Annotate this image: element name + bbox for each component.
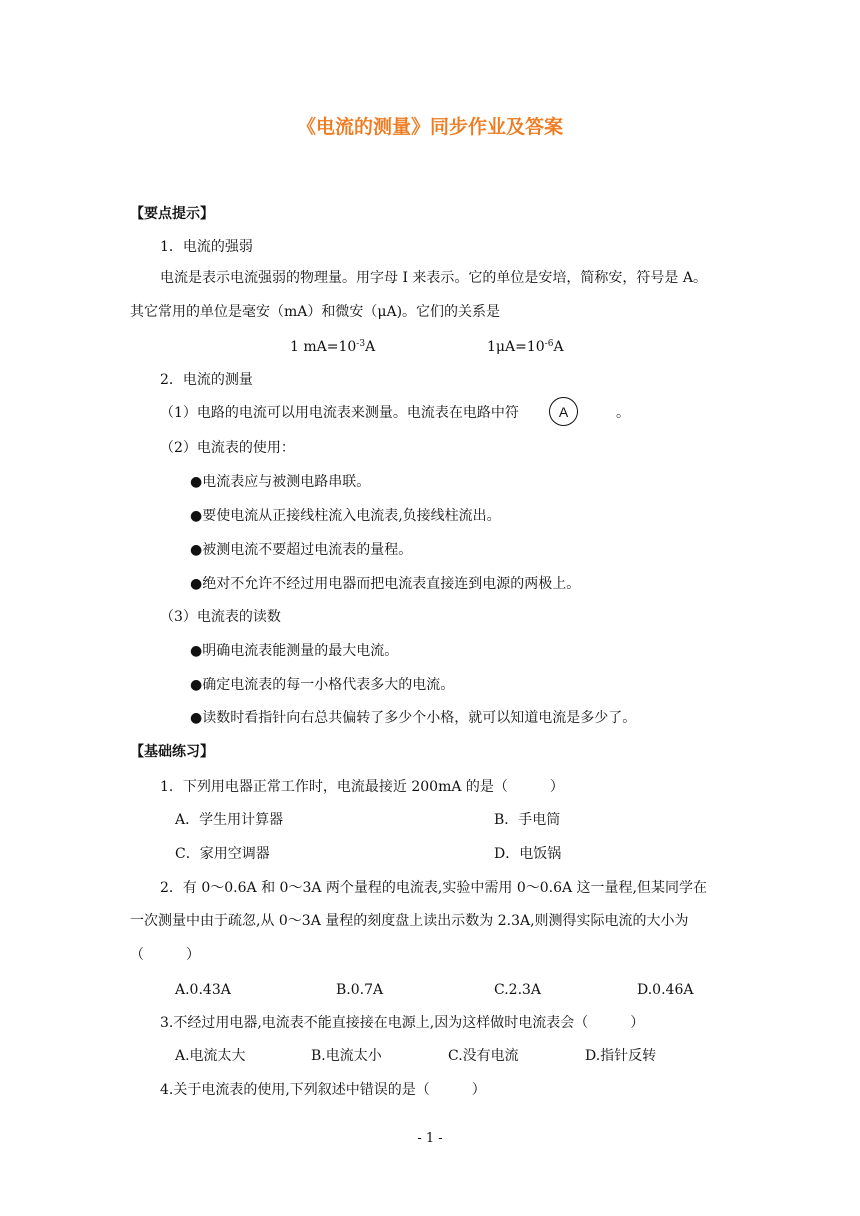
list-item: ●要使电流从正接线柱流入电流表,负接线柱流出。 <box>190 508 501 524</box>
question-1-stem: 1．下列用电器正常工作时，电流最接近 200mA 的是（ ） <box>160 779 564 795</box>
question-2-option-b: B.0.7A <box>336 982 384 998</box>
ammeter-symbol-icon: A <box>549 397 578 426</box>
question-3-stem: 3.不经过用电器,电流表不能直接接在电源上,因为这样做时电流表会（ ） <box>160 1015 645 1031</box>
section-2-1-text: （1）电路的电流可以用电流表来测量。电流表在电路中符 <box>160 405 519 421</box>
question-2-option-a: A.0.43A <box>175 982 231 998</box>
practice-heading: 【基础练习】 <box>130 744 214 760</box>
question-4-stem: 4.关于电流表的使用,下列叙述中错误的是（ ） <box>160 1082 486 1098</box>
question-3-option-a: A.电流太大 <box>175 1048 246 1064</box>
question-1-option-d: D．电饭锅 <box>494 846 562 862</box>
question-1-option-b: B．手电筒 <box>494 812 561 828</box>
list-item: ●明确电流表能测量的最大电流。 <box>190 643 399 659</box>
question-2-line-1: 2．有 0～0.6A 和 0～3A 两个量程的电流表,实验中需用 0～0.6A 这一量程,但某同学在 <box>160 880 707 896</box>
question-3-option-c: C.没有电流 <box>448 1048 519 1064</box>
section-2-2-title: （2）电流表的使用： <box>160 440 295 456</box>
question-2-line-3: （ ） <box>130 947 200 963</box>
question-2-option-c: C.2.3A <box>494 982 542 998</box>
unit-relation-microamp: $1\mu A=10^{-6}A$ <box>487 339 564 355</box>
list-item: ●确定电流表的每一小格代表多大的电流。 <box>190 677 455 693</box>
key-points-heading: 【要点提示】 <box>130 206 214 222</box>
question-1-option-c: C．家用空调器 <box>175 846 270 862</box>
section-2-title: 2．电流的测量 <box>160 372 253 388</box>
list-item: ●电流表应与被测电路串联。 <box>190 474 371 490</box>
section-2-1-end: 。 <box>616 405 630 421</box>
question-3-option-d: D.指针反转 <box>585 1048 657 1064</box>
list-item: ●被测电流不要超过电流表的量程。 <box>190 542 413 558</box>
section-1-title: 1．电流的强弱 <box>160 239 253 255</box>
section-1-paragraph-line-2: 其它常用的单位是毫安（mA）和微安（μA)。它们的关系是 <box>130 304 501 320</box>
list-item: ●读数时看指针向右总共偏转了多少个小格，就可以知道电流是多少了。 <box>190 710 637 726</box>
question-3-option-b: B.电流太小 <box>311 1048 382 1064</box>
list-item: ●绝对不允许不经过用电器而把电流表直接连到电源的两极上。 <box>190 576 581 592</box>
unit-relation-milliamp: 1 $mA=10^{-3}A$ <box>290 339 376 355</box>
question-1-option-a: A．学生用计算器 <box>175 812 284 828</box>
section-2-3-title: （3）电流表的读数 <box>160 609 281 625</box>
section-1-paragraph-line-1: 电流是表示电流强弱的物理量。用字母 I 来表示。它的单位是安培，简称安，符号是 A。 <box>160 270 707 286</box>
page-number: - 1 - <box>417 1131 443 1146</box>
question-2-option-d: D.0.46A <box>637 982 694 998</box>
question-2-line-2: 一次测量中由于疏忽,从 0～3A 量程的刻度盘上读出示数为 2.3A,则测得实际电流的大小为 <box>130 913 689 929</box>
page-title: 《电流的测量》同步作业及答案 <box>296 116 563 138</box>
